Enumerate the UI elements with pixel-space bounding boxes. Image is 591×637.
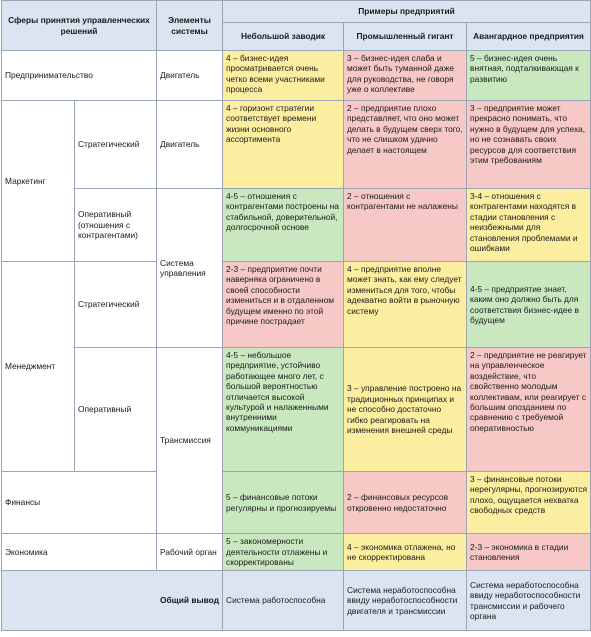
cell-giant-management-strategic: 4 – предприятие вполне может знать, как ему следует измениться для того, чтобы адекватно войти в рыночную систему [344,262,467,348]
cell-avant-marketing-strategic: 3 – предприятие может прекрасно понимать, что нужно в будущем для успеха, но не сознавать своих ресурсов для соответствия этим требованиям [467,101,591,189]
cell-giant-management-operative: 3 – управление построено на традиционных принципах и не способно достаточно гибко реагировать на изменения внешней среды [344,348,467,472]
cell-avant-entrepreneurship: 5 – бизнес-идея очень внятная, подталкивающая к развитию [467,51,591,101]
sub-marketing-strategic: Стратегический [75,101,157,189]
conclusion-small: Система работоспособна [223,571,344,631]
row-management-strategic [2,262,591,348]
row-conclusion [2,571,591,631]
cell-small-marketing-operative: 4-5 – отношения с контрагентами построены на стабильной, доверительной, долгосрочной основе [223,189,344,262]
cell-small-economy: 5 – закономерности деятельности отлажены и скорректированы [223,534,344,571]
cell-small-management-operative: 4-5 – небольшое предприятие, устойчиво работающее много лет, с большой вероятностью отличается высокой культурой и налаженными внутренними коммуникациями [223,348,344,472]
sphere-marketing: Маркетинг [2,101,75,262]
conclusion-avant: Система неработоспособна ввиду неработоспособности трансмиссии и рабочего органа [467,571,591,631]
element-working-body: Рабочий орган [157,534,223,571]
element-engine-2: Двигатель [157,101,223,189]
cell-giant-marketing-operative: 2 – отношения с контрагентами не налажены [344,189,467,262]
row-marketing-strategic [2,101,591,189]
cell-avant-management-strategic: 4-5 – предприятие знает, каким оно должно быть для соответствия бизнес-идее в будущем [467,262,591,348]
sub-management-operative: Оперативный [75,348,157,472]
header-spheres: Сферы принятия управленческих решений [2,1,157,51]
sphere-economy: Экономика [2,534,157,571]
cell-avant-marketing-operative: 3-4 – отношения с контрагентами находятся в стадии становления с неизбежными для становления проблемами и ошибками [467,189,591,262]
cell-small-management-strategic: 2-3 – предприятие почти наверняка ограничено в своей способности измениться и в отдаленном будущем именно по этой причине пострадает [223,262,344,348]
header-examples: Примеры предприятий [223,1,591,23]
header-small-plant: Небольшой заводик [223,23,344,51]
header-row-1 [2,1,591,23]
conclusion-giant: Система неработоспособна ввиду неработоспособности двигателя и трансмиссии [344,571,467,631]
cell-giant-finance: 2 – финансовых ресурсов откровенно недостаточно [344,472,467,534]
cell-small-entrepreneurship: 4 – бизнес-идея просматривается очень четко всеми участниками процесса [223,51,344,101]
row-economy [2,534,591,571]
sub-management-strategic: Стратегический [75,262,157,348]
row-finance [2,472,591,534]
conclusion-label: Общий вывод [2,571,223,631]
header-avant-garde: Авангардное предприятия [467,23,591,51]
header-elements: Элементы системы [157,1,223,51]
element-transmission: Трансмиссия [157,348,223,534]
sphere-entrepreneurship: Предпринимательство [2,51,157,101]
cell-giant-economy: 4 – экономика отлажена, но не скорректирована [344,534,467,571]
row-entrepreneurship [2,51,591,101]
sphere-finance: Финансы [2,472,157,534]
element-control-system: Система управления [157,189,223,348]
cell-giant-entrepreneurship: 3 – бизнес-идея слаба и может быть туманной даже для руководства, не говоря уже о коллективе [344,51,467,101]
element-engine: Двигатель [157,51,223,101]
cell-small-marketing-strategic: 4 – горизонт стратегии соответствует времени жизни основного ассортимента [223,101,344,189]
cell-small-finance: 5 – финансовые потоки регулярны и прогнозируемы [223,472,344,534]
cell-avant-finance: 3 – финансовые потоки нерегулярны, прогнозируются плохо, ощущается нехватка свободных средств [467,472,591,534]
sphere-management: Менеджмент [2,262,75,472]
cell-giant-marketing-strategic: 2 – предприятие плохо представляет, что оно может делать в будущем сверх того, что не слишком удачно делает в настоящем [344,101,467,189]
row-management-operative [2,348,591,472]
header-industrial-giant: Промышленный гигант [344,23,467,51]
row-marketing-operative [2,189,591,262]
cell-avant-economy: 2-3 – экономика в стадии становления [467,534,591,571]
sub-marketing-operative: Оперативный (отношения с контрагентами) [75,189,157,262]
cell-avant-management-operative: 2 – предприятие не реагирует на управленческое воздействие, что свойственно молодым коллективам, или реагирует с большим опозданием по сравнению с требуемой оперативностью [467,348,591,472]
decision-spheres-table [1,0,591,631]
